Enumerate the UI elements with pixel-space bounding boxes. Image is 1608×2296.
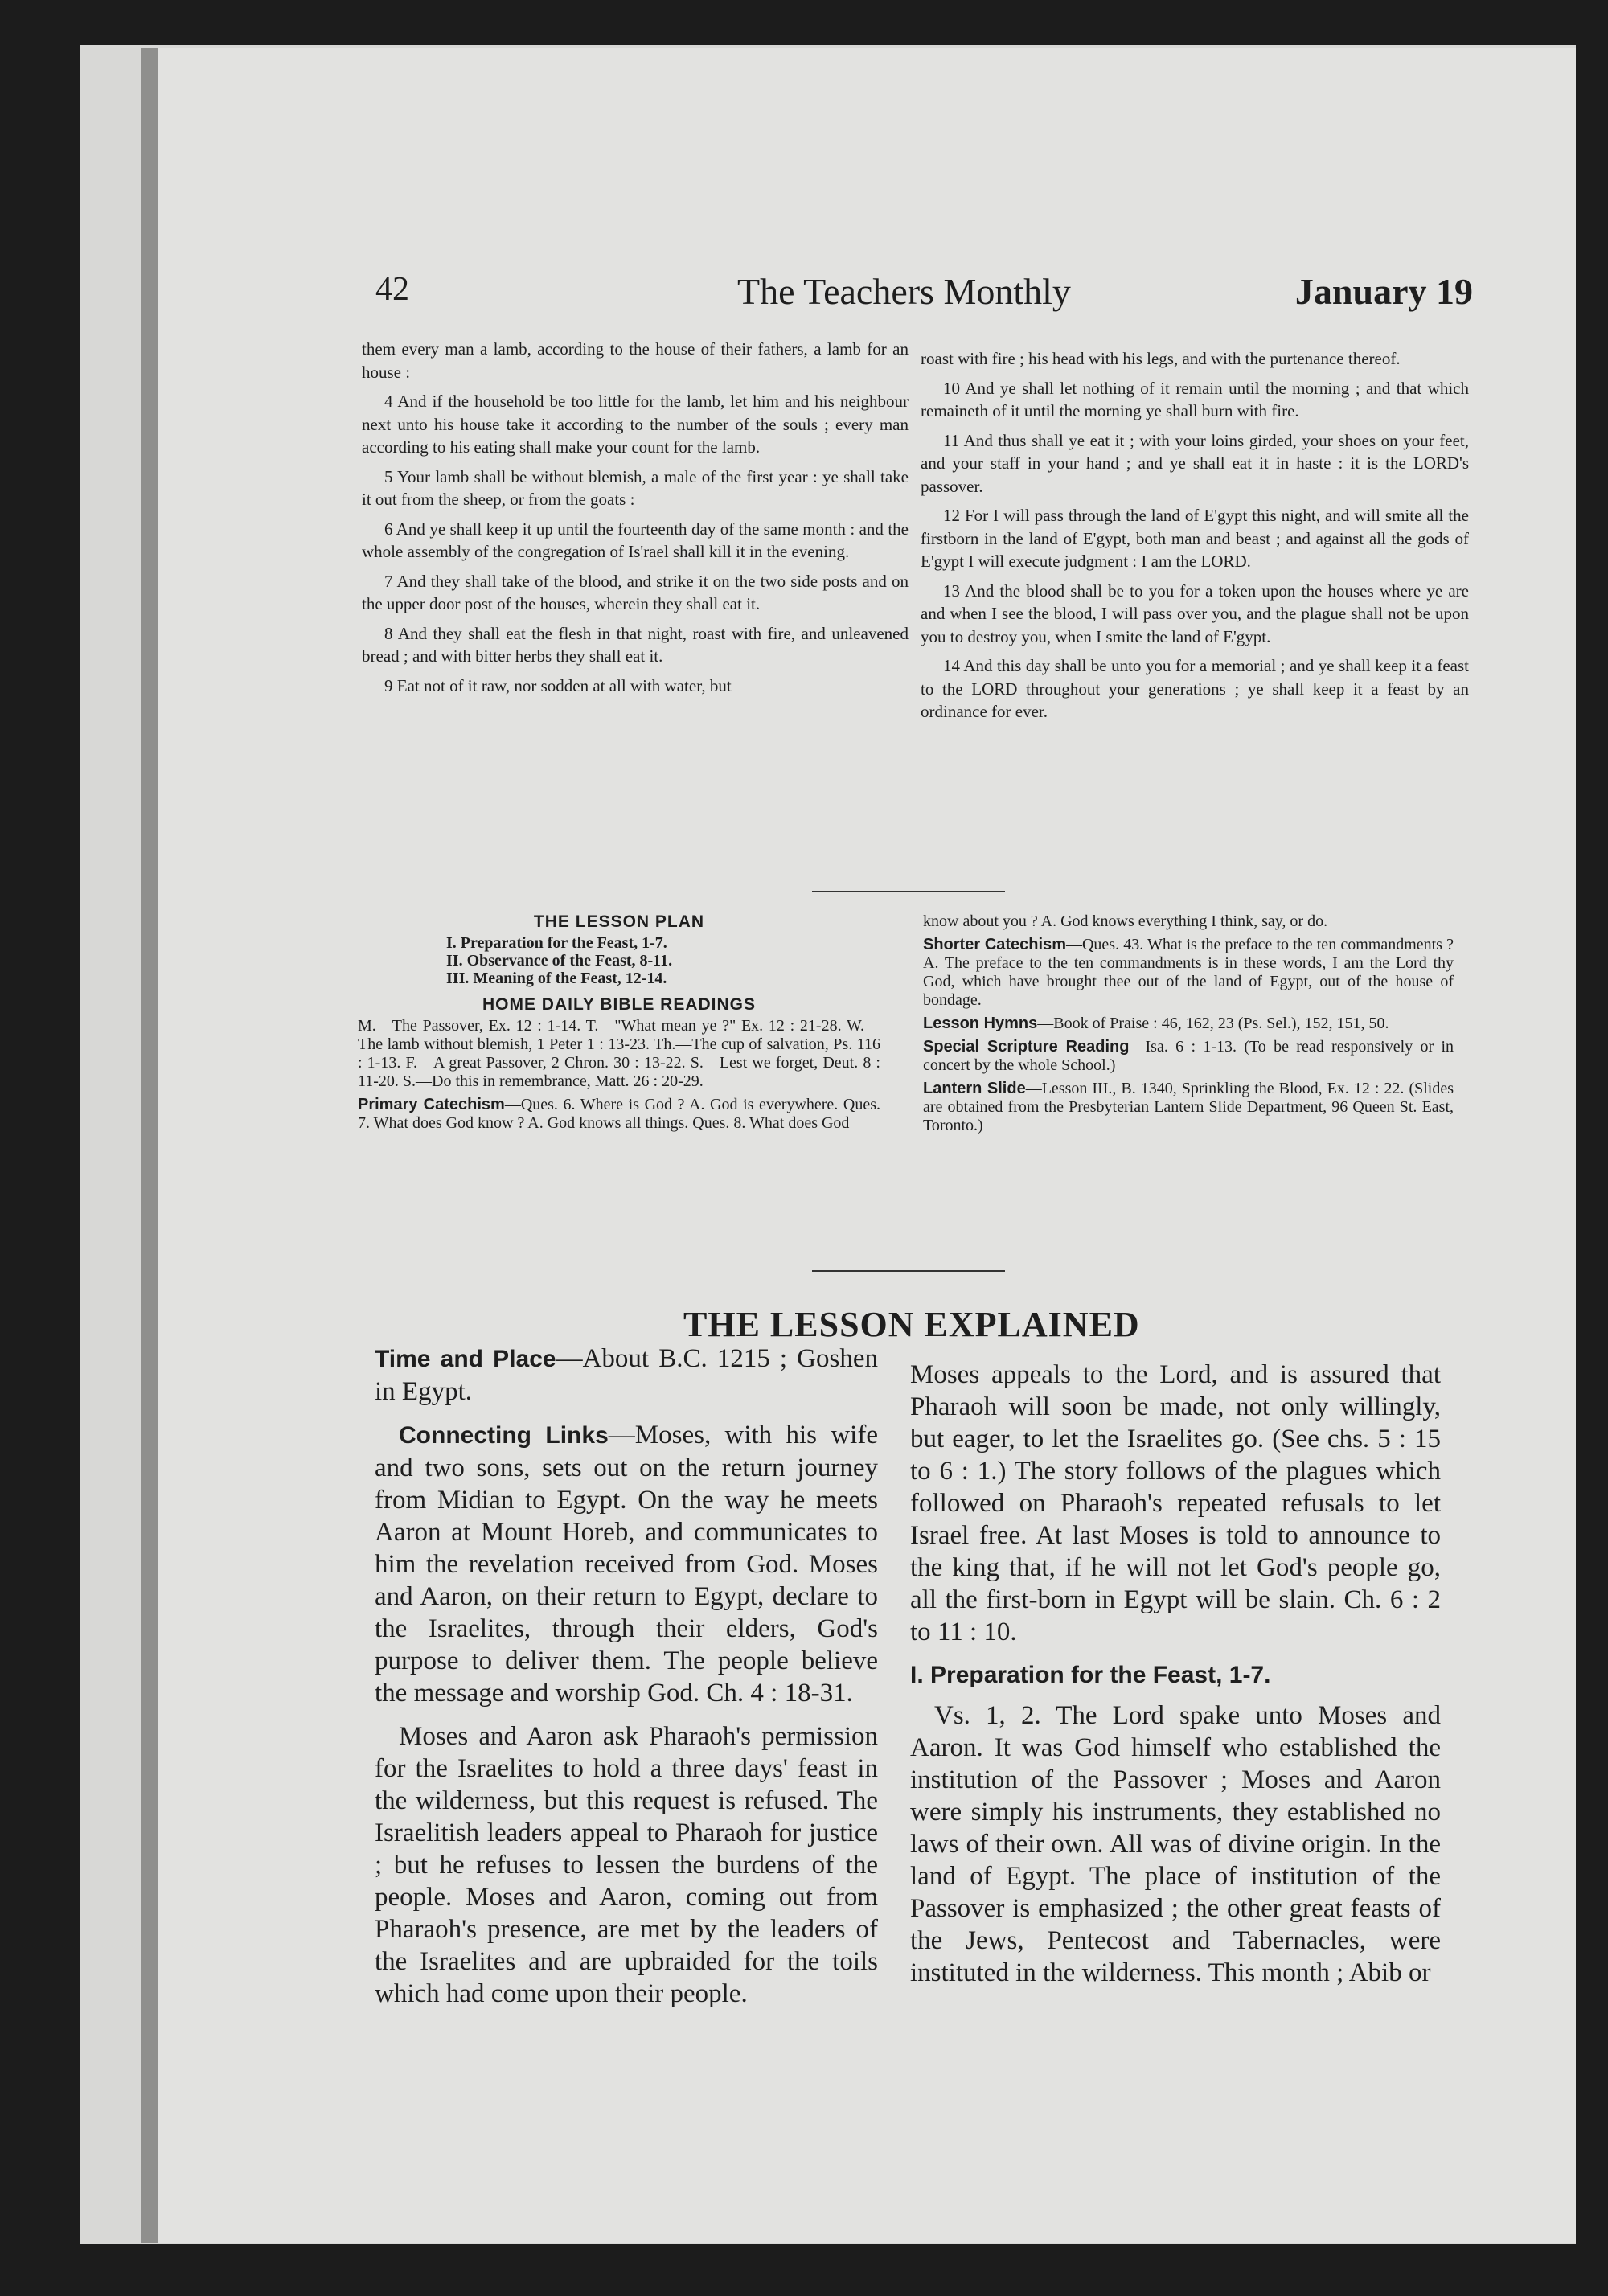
lesson-plan-item: I. Preparation for the Feast, 1-7.: [446, 934, 667, 952]
scripture-left-column: [362, 338, 909, 703]
connecting-links: [375, 1419, 878, 1709]
lesson-hymns: [923, 1015, 1454, 1033]
section-heading: I. Preparation for the Feast, 1-7.: [910, 1662, 1271, 1688]
verse: 13 And the blood shall be to you for a token upon the houses where ye are and when I see the blood, I will pass over you, and the plague shall not be upon you to destroy you, when I smite the land of E'gypt.: [921, 580, 1469, 646]
page-number: 42: [375, 271, 409, 308]
verse: 14 And this day shall be unto you for a memorial ; and ye shall keep it a feast to the LORD throughout your generations ; ye shall keep it a feast by an ordinance for ever.: [921, 656, 1469, 721]
verse: 6 And ye shall keep it up until the fourteenth day of the same month : and the whole assembly of the congregation of Is'rael shall kill it in the evening.: [362, 519, 909, 561]
catechism-continuation: know about you ? A. God knows everything I think, say, or do.: [923, 912, 1328, 930]
shorter-catechism-label: Shorter Catechism: [923, 936, 1066, 953]
verse: 12 For I will pass through the land of E'gypt this night, and will smite all the firstborn in the land of E'gypt, both man and beast ; and against all the gods of E'gypt I will execute judgment : I am the LORD.: [921, 506, 1469, 571]
page-header: [375, 265, 1473, 330]
running-title: The Teachers Monthly: [737, 271, 1071, 312]
lesson-hymns-label: Lesson Hymns: [923, 1015, 1038, 1032]
divider-rule: [812, 1270, 1005, 1272]
special-reading: [923, 1038, 1454, 1075]
divider-rule: [812, 891, 1005, 892]
time-and-place: [375, 1343, 878, 1408]
primary-catechism-text: —Ques. 6. Where is God ? A. God is everywhere. Ques. 7. What does God know ? A. God knows all things. Ques. 8. What does God: [358, 1096, 880, 1132]
explained-paragraph: Vs. 1, 2. The Lord spake unto Moses and Aaron. It was God himself who established the institution of the Passover ; Moses and Aaron were simply his instruments, they established no laws of their own. All was of divine origin. In the land of Egypt. The place of institution of the Passover is emphasized ; the other great feasts of the Jews, Pentecost and Tabernacles, were instituted in the wilderness. This month ; Abib or: [910, 1701, 1441, 1987]
verse: roast with fire ; his head with his legs, and with the purtenance thereof.: [921, 349, 1401, 368]
connecting-links-label: Connecting Links: [399, 1422, 609, 1449]
lantern-slide: [923, 1080, 1454, 1135]
lesson-plan-list: [358, 934, 880, 987]
lesson-notes-block: [923, 912, 1454, 1140]
shorter-catechism-text: —Ques. 43. What is the preface to the ten commandments ? A. The preface to the ten commandments is in these words, I am the Lord thy God, which have brought thee out of the land of Egypt, out of the house of bondage.: [923, 936, 1454, 1009]
verse: 10 And ye shall let nothing of it remain until the morning ; and that which remaineth of it until the morning ye shall burn with fire.: [921, 378, 1469, 420]
verse: 5 Your lamb shall be without blemish, a male of the first year : ye shall take it out from the sheep, or from the goats :: [362, 466, 909, 509]
connecting-links-text: —Moses, with his wife and two sons, sets out on the return journey from Midian to Egypt. On the way he meets Aaron at Mount Horeb, and communicates to him the revelation received from God. Moses and Aaron, on their return to Egypt, declare to the Israelites, through their elders, God's purpose to deliver them. The people believe the message and worship God. Ch. 4 : 18-31.: [375, 1421, 878, 1708]
explained-paragraph: Moses and Aaron ask Pharaoh's permission for the Israelites to hold a three days' feast in the wilderness, but this request is refused. The Israelitish leaders appeal to Pharaoh for justice ; but he refuses to lessen the burdens of the people. Moses and Aaron, coming out from Pharaoh's presence, are met by the leaders of the Israelites and are upbraided for the toils which had come upon their people.: [375, 1722, 878, 2008]
verse: 8 And they shall eat the flesh in that night, roast with fire, and unleavened bread ; and with bitter herbs they shall eat it.: [362, 623, 909, 666]
lesson-hymns-text: —Book of Praise : 46, 162, 23 (Ps. Sel.), 152, 151, 50.: [1037, 1015, 1389, 1032]
verse: 11 And thus shall ye eat it ; with your loins girded, your shoes on your feet, and your staff in your hand ; and ye shall eat it in haste : it is the LORD's passover.: [921, 430, 1469, 496]
daily-readings-text: M.—The Passover, Ex. 12 : 1-14. T.—"What mean ye ?" Ex. 12 : 21-28. W.—The lamb without blemish, 1 Peter 1 : 13-23. Th.—The cup of salvation, Ps. 116 : 1-13. F.—A great Passover, 2 Chron. 30 : 13-22. S.—Lest we forget, Deut. 8 : 11-20. S.—Do this in remembrance, Matt. 26 : 20-29.: [358, 1017, 880, 1090]
daily-readings-heading: HOME DAILY BIBLE READINGS: [482, 995, 757, 1014]
time-and-place-text: —About B.C. 1215 ; Goshen in Egypt.: [375, 1344, 879, 1406]
primary-catechism: [358, 1096, 880, 1133]
explained-left-column: [375, 1343, 878, 2021]
verse: 7 And they shall take of the blood, and strike it on the two side posts and on the upper door post of the houses, wherein they shall eat it.: [362, 571, 909, 613]
verse: 9 Eat not of it raw, nor sodden at all with water, but: [384, 675, 732, 695]
verse: 4 And if the household be too little for the lamb, let him and his neighbour next unto his house take it according to the number of the souls ; every man according to his eating shall make your count for the lamb.: [362, 392, 909, 457]
page-binding-edge: [141, 48, 158, 2243]
lantern-slide-text: —Lesson III., B. 1340, Sprinkling the Blood, Ex. 12 : 22. (Slides are obtained from the Presbyterian Lantern Slide Department, 96 Queen St. East, Toronto.): [923, 1080, 1454, 1134]
scripture-right-column: [921, 347, 1469, 730]
lesson-plan-heading: THE LESSON PLAN: [533, 912, 705, 931]
lesson-explained-title: THE LESSON EXPLAINED: [683, 1305, 1140, 1344]
explained-right-column: [910, 1359, 1441, 2000]
lantern-slide-label: Lantern Slide: [923, 1080, 1026, 1097]
special-reading-label: Special Scripture Reading: [923, 1038, 1130, 1056]
primary-catechism-label: Primary Catechism: [358, 1096, 505, 1113]
time-and-place-label: Time and Place: [375, 1346, 556, 1372]
verse: them every man a lamb, according to the house of their fathers, a lamb for an house :: [362, 339, 909, 382]
lesson-date: January 19: [1294, 271, 1473, 312]
shorter-catechism: [923, 936, 1454, 1010]
lesson-plan-item: III. Meaning of the Feast, 12-14.: [446, 970, 667, 987]
explained-paragraph: Moses appeals to the Lord, and is assured that Pharaoh will soon be made, not only willingly, but eager, to let the Israelites go. (See chs. 5 : 15 to 6 : 1.) The story follows of the plagues which followed on Pharaoh's repeated refusals to let Israel free. At last Moses is told to announce to the king that, if he will not let God's people go, all the first-born in Egypt will be slain. Ch. 6 : 2 to 11 : 10.: [910, 1360, 1441, 1646]
lesson-plan-block: [358, 912, 880, 1138]
special-reading-text: —Isa. 6 : 1-13. (To be read responsively or in concert by the whole School.): [923, 1038, 1454, 1074]
lesson-plan-item: II. Observance of the Feast, 8-11.: [446, 952, 673, 970]
